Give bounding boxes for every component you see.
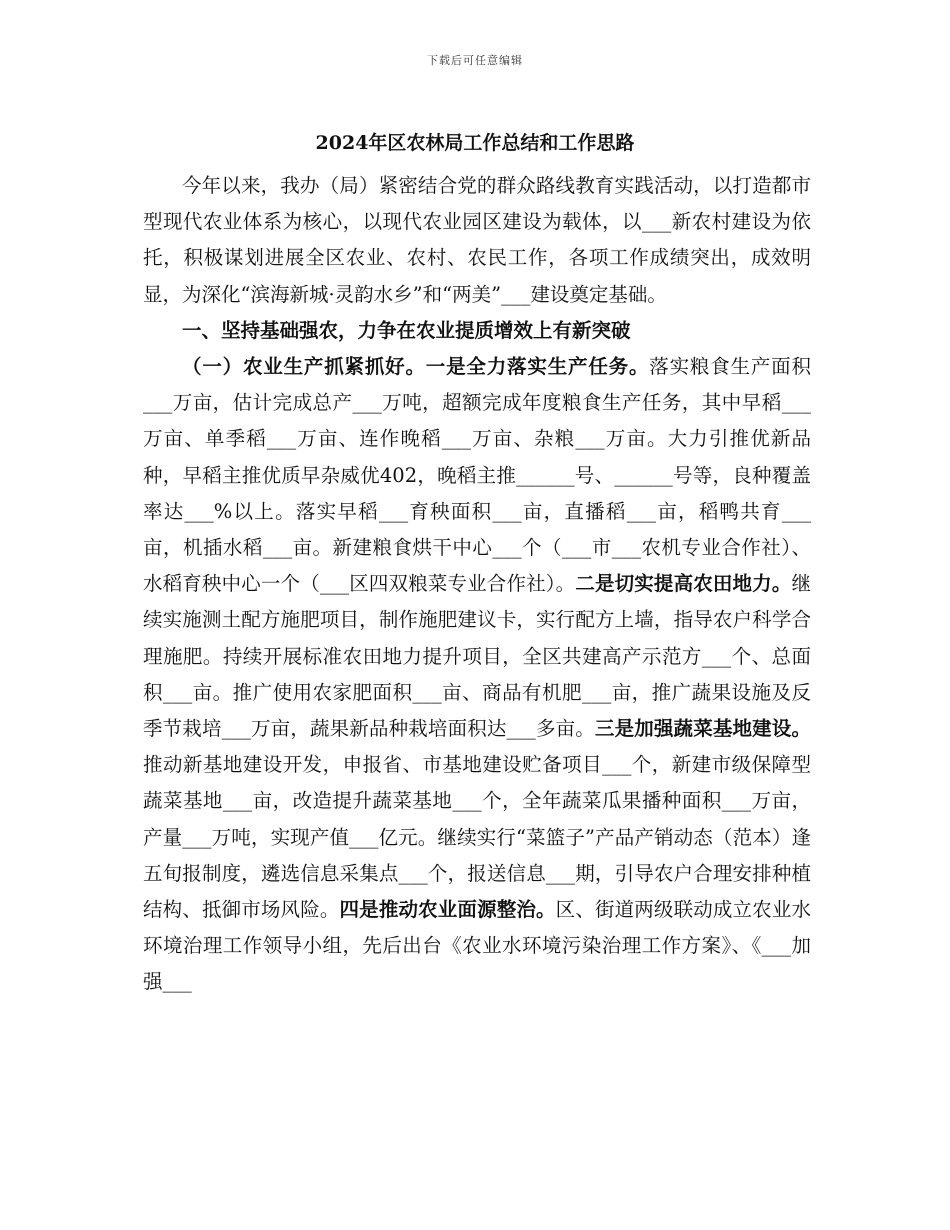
section-heading: 一、坚持基础强农，力争在农业提质增效上有新突破 xyxy=(182,318,631,342)
page-header-note: 下载后可任意编辑 xyxy=(427,54,523,67)
point-text: 推动新基地建设开发，申报省、市基地建设贮备项目___个，新建市级保障型蔬菜基地___亩，改造提升蔬菜基地___个，全年蔬菜瓜果播种面积___万亩，产量___万吨，实现产值___亿元。继续实行“菜篮子”产品产销动态（范本）逢五旬报制度，遴选信息采集点___个，报送信息___期，引导农户合理安排种植结构、抵御市场风险。 xyxy=(143,753,811,922)
subsection-title: （一）农业生产抓紧抓好。 xyxy=(182,355,426,379)
document-body xyxy=(143,168,811,1001)
section-paragraph xyxy=(143,349,811,1001)
point-text: 继续实施测土配方施肥项目，制作施肥建议卡，实行配方上墙，指导农户科学合理施肥。持续开展标准农田地力提升项目，全区共建高产示范方___个、总面积___亩。推广使用农家肥面积___亩、商品有机肥___亩，推广蔬果设施及反季节栽培___万亩，蔬果新品种栽培面积达___多亩。 xyxy=(143,572,811,741)
point-title: 二是切实提高农田地力。 xyxy=(575,572,792,596)
point-text: 落实粮食生产面积___万亩，估计完成总产___万吨，超额完成年度粮食生产任务，其中早稻___万亩、单季稻___万亩、连作晚稻___万亩、杂粮___万亩。大力引推优新品种，早稻主推优质早杂威优402，晚稻主推______号、______号等，良种覆盖率达___%以上。落实早稻___育秧面积___亩，直播稻___亩，稻鸭共育___亩，机插水稻___亩。新建粮食烘干中心___个（___市___农机专业合作社）、水稻育秧中心一个（___区四双粮菜专业合作社）。 xyxy=(143,355,811,596)
intro-paragraph: 今年以来，我办（局）紧密结合党的群众路线教育实践活动，以打造都市型现代农业体系为核心，以现代农业园区建设为载体，以___新农村建设为依托，积极谋划进展全区农业、农村、农民工作，各项工作成绩突出，成效明显，为深化“滨海新城·灵韵水乡”和“两美”___建设奠定基础。 xyxy=(143,174,811,306)
point-title: 三是加强蔬菜基地建设。 xyxy=(594,717,811,741)
point-text: 区、街道两级联动成立农业水环境治理工作领导小组，先后出台《农业水环境污染治理工作方案》、《___加强___ xyxy=(143,898,811,994)
document-title: 2024年区农林局工作总结和工作思路 xyxy=(315,132,635,154)
point-title: 一是全力落实生产任务。 xyxy=(425,355,650,379)
point-title: 四是推动农业面源整治。 xyxy=(339,898,556,922)
